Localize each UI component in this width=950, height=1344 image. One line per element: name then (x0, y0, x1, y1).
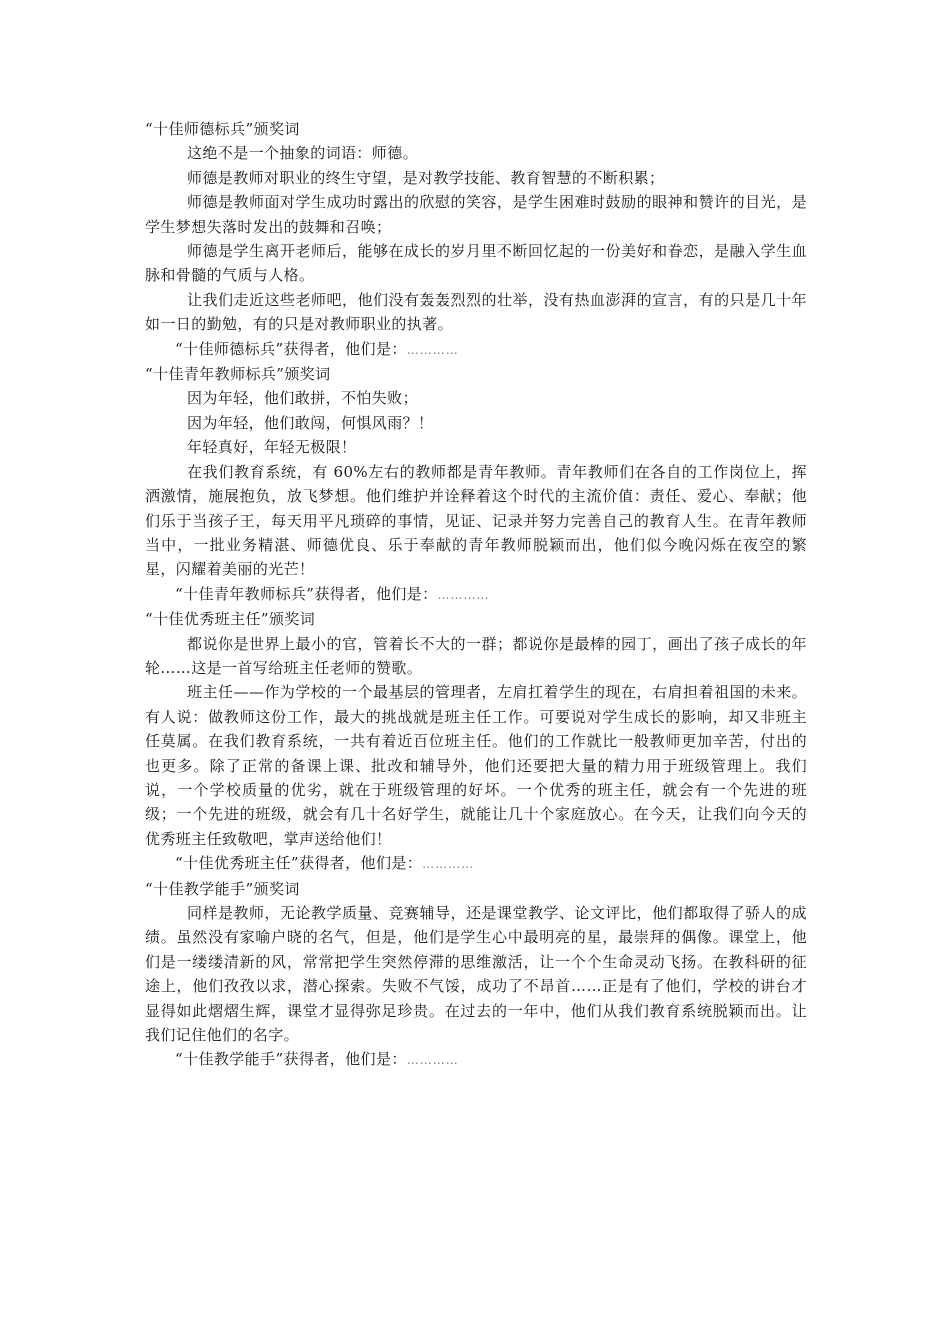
winner-placeholder: ………… (422, 857, 475, 872)
paragraph: 都说你是世界上最小的官，管着长不大的一群；都说你是最棒的园丁，画出了孩子成长的年轮……这是一首写给班主任老师的赞歌。 (145, 634, 807, 677)
winner-label: “十佳师德标兵”获得者，他们是： (175, 339, 407, 358)
paragraph: 班主任——作为学校的一个最基层的管理者，左肩扛着学生的现在，右肩担着祖国的未来。有人说：做教师这份工作，最大的挑战就是班主任工作。可要说对学生成长的影响，却又非班主任莫属。在我们教育系统，一共有着近百位班主任。他们的工作就比一般教师更加辛苦，付出的也更多。除了正常的备课上课、批改和辅导外，他们还要把大量的精力用于班级管理上。我们说，一个学校质量的优劣，就在于班级管理的好坏。一个优秀的班主任，就会有一个先进的班级；一个先进的班级，就会有几十名好学生，就能让几十个家庭放心。在今天，让我们向今天的优秀班主任致敬吧，掌声送给他们！ (145, 683, 807, 848)
paragraph: 师德是教师对职业的终生守望，是对教学技能、教育智慧的不断积累； (187, 168, 665, 187)
section-title: “十佳优秀班主任”颁奖词 (145, 610, 316, 629)
paragraph: 师德是学生离开老师后，能够在成长的岁月里不断回忆起的一份美好和眷恋，是融入学生血脉和骨髓的气质与人格。 (145, 242, 807, 285)
section-title: “十佳师德标兵”颁奖词 (145, 120, 300, 138)
section-title: “十佳青年教师标兵”颁奖词 (145, 365, 331, 384)
section-title: “十佳教学能手”颁奖词 (145, 879, 300, 898)
winner-placeholder: ………… (406, 342, 459, 357)
winner-label: “十佳青年教师标兵”获得者，他们是： (175, 584, 438, 603)
winner-placeholder: ………… (437, 587, 490, 602)
winner-placeholder: ………… (406, 1053, 459, 1068)
paragraph: 同样是教师，无论教学质量、竞赛辅导，还是课堂教学、论文评比，他们都取得了骄人的成绩。虽然没有家喻户晓的名气，但是，他们是学生心中最明亮的星，最崇拜的偶像。课堂上，他们是一缕缕清新的风，常常把学生突然停滞的思维激活，让一个个生命灵动飞扬。在教科研的征途上，他们孜孜以求，潜心探索。失败不气馁，成功了不昂首……正是有了他们，学校的讲台才显得如此熠熠生辉，课堂才显得弥足珍贵。在过去的一年中，他们从我们教育系统脱颖而出。让我们记住他们的名字。 (145, 904, 807, 1045)
winner-line (145, 337, 807, 362)
paragraph: 年轻真好，年轻无极限！ (187, 438, 357, 457)
paragraph: 因为年轻，他们敢拼，不怕失败； (187, 389, 419, 408)
winner-label: “十佳教学能手”获得者，他们是： (175, 1050, 407, 1069)
paragraph: 在我们教育系统，有 60%左右的教师都是青年教师。青年教师们在各自的工作岗位上，挥洒激情，施展抱负，放飞梦想。他们维护并诠释着这个时代的主流价值：责任、爱心、奉献；他们乐于当孩子王，每天用平凡琐碎的事情，见证、记录并努力完善自己的教育人生。在青年教师当中，一批业务精湛、师德优良、乐于奉献的青年教师脱颖而出，他们似今晚闪烁在夜空的繁星，闪耀着美丽的光芒！ (145, 462, 807, 579)
winner-line (145, 582, 807, 607)
winner-line (145, 1047, 807, 1072)
document-body (145, 117, 807, 1073)
winner-label: “十佳优秀班主任”获得者，他们是： (175, 854, 423, 873)
paragraph: 这绝不是一个抽象的词语：师德。 (187, 144, 419, 163)
paragraph: 因为年轻，他们敢闯，何惧风雨？！ (187, 413, 434, 432)
paragraph: 让我们走近这些老师吧，他们没有轰轰烈烈的壮举，没有热血澎湃的宣言，有的只是几十年如一日的勤勉，有的只是对教师职业的执著。 (145, 290, 807, 334)
paragraph: 师德是教师面对学生成功时露出的欣慰的笑容，是学生困难时鼓励的眼神和赞许的目光，是学生梦想失落时发出的鼓舞和召唤； (145, 193, 807, 236)
winner-line (145, 851, 807, 876)
